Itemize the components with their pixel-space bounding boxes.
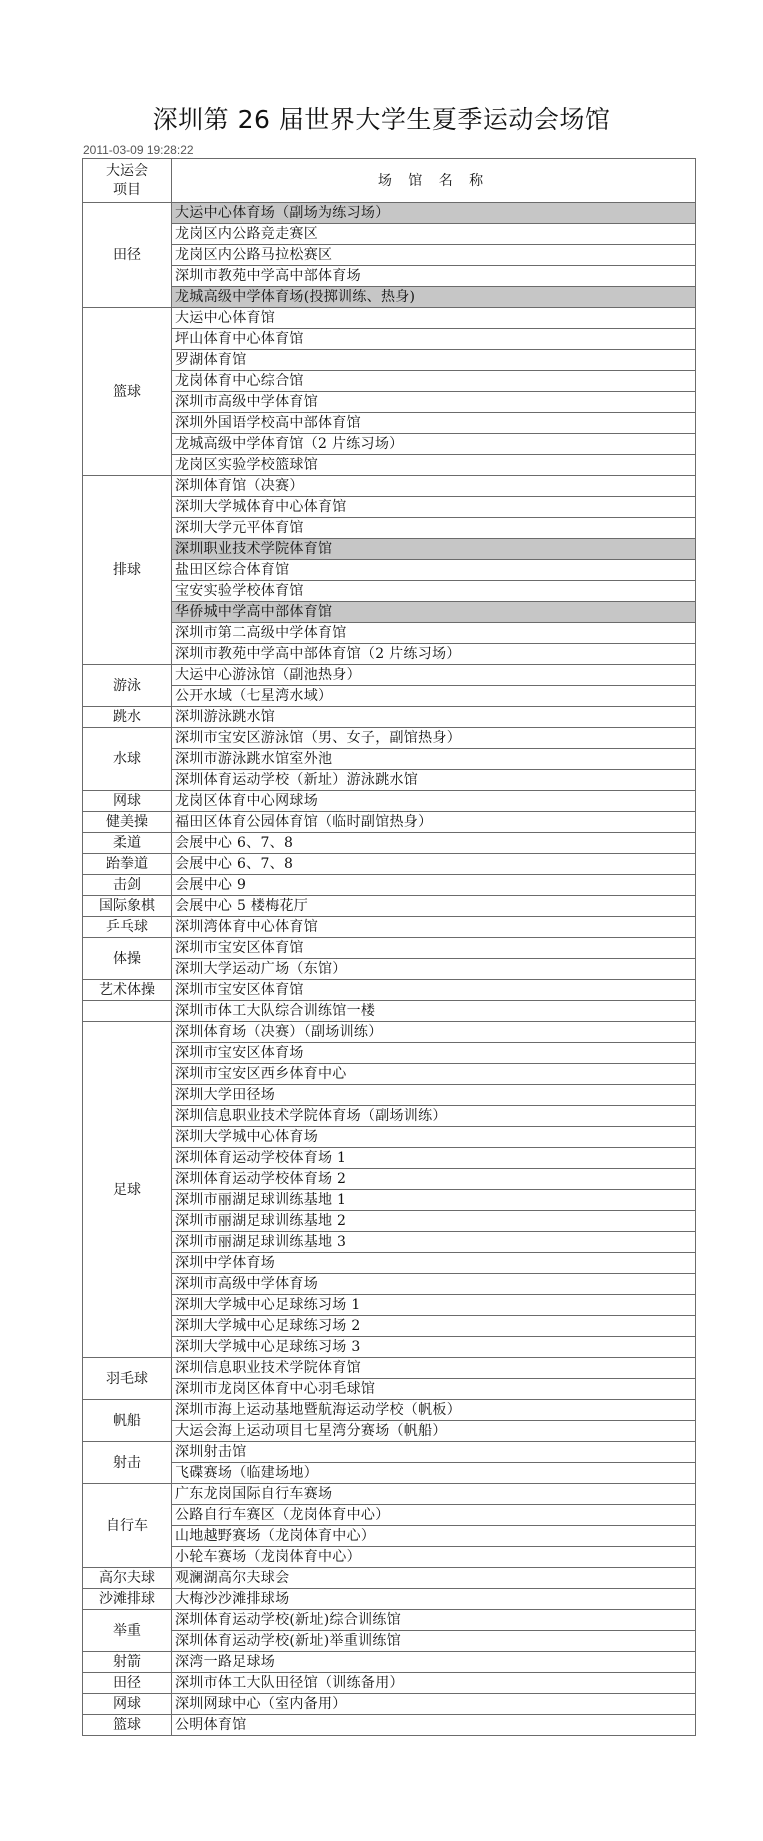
venue-table-container <box>82 158 696 1736</box>
table-row <box>83 1694 696 1715</box>
table-row <box>83 560 696 581</box>
table-row <box>83 1106 696 1127</box>
sport-cell: 艺术体操 <box>83 980 172 1001</box>
venue-cell: 深圳市龙岗区体育中心羽毛球馆 <box>172 1379 696 1400</box>
venue-cell: 广东龙岗国际自行车赛场 <box>172 1484 696 1505</box>
venue-cell: 深圳网球中心（室内备用） <box>172 1694 696 1715</box>
table-row <box>83 707 696 728</box>
table-row <box>83 518 696 539</box>
table-row <box>83 980 696 1001</box>
table-row <box>83 1610 696 1631</box>
venue-cell: 大运会海上运动项目七星湾分赛场（帆船） <box>172 1421 696 1442</box>
sport-cell: 网球 <box>83 791 172 812</box>
venue-cell: 深圳市宝安区体育馆 <box>172 938 696 959</box>
table-row <box>83 1169 696 1190</box>
venue-cell: 深圳市海上运动基地暨航海运动学校（帆板） <box>172 1400 696 1421</box>
venue-cell: 深圳体育运动学校体育场 2 <box>172 1169 696 1190</box>
venue-cell: 深圳市高级中学体育场 <box>172 1274 696 1295</box>
venue-cell: 华侨城中学高中部体育馆 <box>172 602 696 623</box>
venue-cell: 坪山体育中心体育馆 <box>172 329 696 350</box>
table-row <box>83 1505 696 1526</box>
sport-cell: 篮球 <box>83 1715 172 1736</box>
sport-cell: 击剑 <box>83 875 172 896</box>
table-row <box>83 1022 696 1043</box>
table-row <box>83 1211 696 1232</box>
venue-cell: 公路自行车赛区（龙岗体育中心） <box>172 1505 696 1526</box>
table-row <box>83 413 696 434</box>
sport-cell: 跳水 <box>83 707 172 728</box>
table-row <box>83 749 696 770</box>
venue-cell: 龙岗区内公路竞走赛区 <box>172 224 696 245</box>
table-row <box>83 623 696 644</box>
table-row <box>83 728 696 749</box>
sport-cell: 跆拳道 <box>83 854 172 875</box>
table-row <box>83 1295 696 1316</box>
venue-cell: 深圳信息职业技术学院体育场（副场训练） <box>172 1106 696 1127</box>
venue-table-body <box>83 159 696 1736</box>
table-row <box>83 371 696 392</box>
table-row <box>83 1484 696 1505</box>
table-row <box>83 1316 696 1337</box>
table-row <box>83 1274 696 1295</box>
sport-cell: 沙滩排球 <box>83 1589 172 1610</box>
table-row <box>83 1148 696 1169</box>
table-row <box>83 1547 696 1568</box>
table-row <box>83 224 696 245</box>
table-row <box>83 1400 696 1421</box>
sport-cell: 国际象棋 <box>83 896 172 917</box>
table-row <box>83 959 696 980</box>
table-row <box>83 917 696 938</box>
venue-cell: 深圳中学体育场 <box>172 1253 696 1274</box>
table-row <box>83 1589 696 1610</box>
table-row <box>83 812 696 833</box>
sport-cell: 举重 <box>83 1610 172 1652</box>
table-row <box>83 434 696 455</box>
venue-cell: 深圳大学城中心体育场 <box>172 1127 696 1148</box>
venue-table <box>82 158 696 1736</box>
table-row <box>83 392 696 413</box>
table-row <box>83 1421 696 1442</box>
venue-cell: 深圳市体工大队综合训练馆一楼 <box>172 1001 696 1022</box>
table-row <box>83 1463 696 1484</box>
table-row <box>83 539 696 560</box>
venue-cell: 深圳射击馆 <box>172 1442 696 1463</box>
sport-cell: 网球 <box>83 1694 172 1715</box>
venue-cell: 深圳市第二高级中学体育馆 <box>172 623 696 644</box>
venue-cell: 深圳大学城中心足球练习场 3 <box>172 1337 696 1358</box>
venue-cell: 深圳市游泳跳水馆室外池 <box>172 749 696 770</box>
table-row <box>83 854 696 875</box>
table-row <box>83 581 696 602</box>
venue-cell: 盐田区综合体育馆 <box>172 560 696 581</box>
table-row <box>83 602 696 623</box>
table-row <box>83 1442 696 1463</box>
table-row <box>83 1127 696 1148</box>
table-row <box>83 1001 696 1022</box>
table-row <box>83 1652 696 1673</box>
venue-cell: 龙岗区实验学校篮球馆 <box>172 455 696 476</box>
table-row <box>83 266 696 287</box>
table-row <box>83 350 696 371</box>
venue-cell: 深圳职业技术学院体育馆 <box>172 539 696 560</box>
sport-cell: 乒乓球 <box>83 917 172 938</box>
table-row <box>83 497 696 518</box>
sport-cell: 健美操 <box>83 812 172 833</box>
venue-cell: 深圳大学田径场 <box>172 1085 696 1106</box>
table-row <box>83 1043 696 1064</box>
sport-cell: 篮球 <box>83 308 172 476</box>
table-row <box>83 1715 696 1736</box>
sport-cell <box>83 1001 172 1022</box>
header-sport-cell <box>83 159 172 203</box>
venue-cell: 深圳体育运动学校（新址）游泳跳水馆 <box>172 770 696 791</box>
venue-cell: 山地越野赛场（龙岗体育中心） <box>172 1526 696 1547</box>
sport-cell: 高尔夫球 <box>83 1568 172 1589</box>
timestamp: 2011-03-09 19:28:22 <box>83 143 194 157</box>
venue-cell: 福田区体育公园体育馆（临时副馆热身） <box>172 812 696 833</box>
table-row <box>83 1673 696 1694</box>
table-row <box>83 1232 696 1253</box>
venue-cell: 深圳大学城中心足球练习场 2 <box>172 1316 696 1337</box>
table-row <box>83 1190 696 1211</box>
venue-cell: 龙岗区体育中心网球场 <box>172 791 696 812</box>
venue-cell: 深圳市教苑中学高中部体育馆（2 片练习场） <box>172 644 696 665</box>
page-title: 深圳第 26 届世界大学生夏季运动会场馆 <box>152 105 611 134</box>
venue-cell: 飞碟赛场（临建场地） <box>172 1463 696 1484</box>
table-row <box>83 1337 696 1358</box>
sport-cell: 自行车 <box>83 1484 172 1568</box>
header-sport-line1: 大运会 <box>106 162 148 179</box>
table-row <box>83 791 696 812</box>
venue-cell: 深圳大学元平体育馆 <box>172 518 696 539</box>
venue-cell: 深圳市丽湖足球训练基地 3 <box>172 1232 696 1253</box>
venue-cell: 罗湖体育馆 <box>172 350 696 371</box>
sport-cell: 帆船 <box>83 1400 172 1442</box>
header-venue-cell: 场 馆 名 称 <box>172 159 696 203</box>
venue-cell: 深圳市体工大队田径馆（训练备用） <box>172 1673 696 1694</box>
table-row <box>83 1358 696 1379</box>
table-row <box>83 476 696 497</box>
table-row <box>83 1631 696 1652</box>
venue-cell: 深圳湾体育中心体育馆 <box>172 917 696 938</box>
venue-cell: 深圳市丽湖足球训练基地 1 <box>172 1190 696 1211</box>
venue-cell: 深圳游泳跳水馆 <box>172 707 696 728</box>
venue-cell: 会展中心 5 楼梅花厅 <box>172 896 696 917</box>
venue-cell: 深圳市宝安区西乡体育中心 <box>172 1064 696 1085</box>
table-row <box>83 1064 696 1085</box>
table-row <box>83 455 696 476</box>
venue-cell: 龙岗区内公路马拉松赛区 <box>172 245 696 266</box>
venue-cell: 深圳市丽湖足球训练基地 2 <box>172 1211 696 1232</box>
sport-cell: 游泳 <box>83 665 172 707</box>
venue-cell: 深圳外国语学校高中部体育馆 <box>172 413 696 434</box>
venue-cell: 深圳市宝安区游泳馆（男、女子，副馆热身） <box>172 728 696 749</box>
sport-cell: 射箭 <box>83 1652 172 1673</box>
table-row <box>83 686 696 707</box>
venue-cell: 龙城高级中学体育场(投掷训练、热身) <box>172 287 696 308</box>
venue-cell: 深圳体育运动学校体育场 1 <box>172 1148 696 1169</box>
venue-cell: 观澜湖高尔夫球会 <box>172 1568 696 1589</box>
venue-cell: 会展中心 9 <box>172 875 696 896</box>
table-row <box>83 833 696 854</box>
sport-cell: 水球 <box>83 728 172 791</box>
table-row <box>83 1253 696 1274</box>
venue-cell: 公开水域（七星湾水域） <box>172 686 696 707</box>
venue-cell: 深圳市高级中学体育馆 <box>172 392 696 413</box>
venue-cell: 深圳体育馆（决赛） <box>172 476 696 497</box>
sport-cell: 田径 <box>83 1673 172 1694</box>
venue-cell: 宝安实验学校体育馆 <box>172 581 696 602</box>
table-row <box>83 203 696 224</box>
table-row <box>83 770 696 791</box>
table-row <box>83 644 696 665</box>
table-row <box>83 308 696 329</box>
venue-cell: 会展中心 6、7、8 <box>172 833 696 854</box>
sport-cell: 足球 <box>83 1022 172 1358</box>
sport-cell: 射击 <box>83 1442 172 1484</box>
venue-cell: 深圳市宝安区体育场 <box>172 1043 696 1064</box>
table-row <box>83 1526 696 1547</box>
table-row <box>83 1568 696 1589</box>
venue-cell: 深圳大学城体育中心体育馆 <box>172 497 696 518</box>
venue-cell: 深圳体育场（决赛）（副场训练） <box>172 1022 696 1043</box>
venue-cell: 大运中心游泳馆（副池热身） <box>172 665 696 686</box>
venue-cell: 深圳大学城中心足球练习场 1 <box>172 1295 696 1316</box>
sport-cell: 羽毛球 <box>83 1358 172 1400</box>
table-row <box>83 329 696 350</box>
venue-cell: 深湾一路足球场 <box>172 1652 696 1673</box>
header-sport-line2: 项目 <box>113 181 141 198</box>
venue-cell: 公明体育馆 <box>172 1715 696 1736</box>
sport-cell: 排球 <box>83 476 172 665</box>
venue-cell: 龙岗体育中心综合馆 <box>172 371 696 392</box>
table-row <box>83 245 696 266</box>
venue-cell: 深圳体育运动学校(新址)举重训练馆 <box>172 1631 696 1652</box>
sport-cell: 体操 <box>83 938 172 980</box>
venue-cell: 龙城高级中学体育馆（2 片练习场） <box>172 434 696 455</box>
table-row <box>83 665 696 686</box>
sport-cell: 柔道 <box>83 833 172 854</box>
venue-cell: 深圳大学运动广场（东馆） <box>172 959 696 980</box>
table-row <box>83 896 696 917</box>
sport-cell: 田径 <box>83 203 172 308</box>
venue-cell: 深圳市教苑中学高中部体育场 <box>172 266 696 287</box>
table-row <box>83 1085 696 1106</box>
table-row <box>83 875 696 896</box>
venue-cell: 深圳市宝安区体育馆 <box>172 980 696 1001</box>
venue-cell: 大运中心体育馆 <box>172 308 696 329</box>
table-row <box>83 1379 696 1400</box>
venue-cell: 会展中心 6、7、8 <box>172 854 696 875</box>
table-row <box>83 938 696 959</box>
venue-cell: 深圳信息职业技术学院体育馆 <box>172 1358 696 1379</box>
venue-cell: 大运中心体育场（副场为练习场） <box>172 203 696 224</box>
venue-cell: 大梅沙沙滩排球场 <box>172 1589 696 1610</box>
table-row <box>83 287 696 308</box>
venue-cell: 小轮车赛场（龙岗体育中心） <box>172 1547 696 1568</box>
table-header-row <box>83 159 696 203</box>
venue-cell: 深圳体育运动学校(新址)综合训练馆 <box>172 1610 696 1631</box>
